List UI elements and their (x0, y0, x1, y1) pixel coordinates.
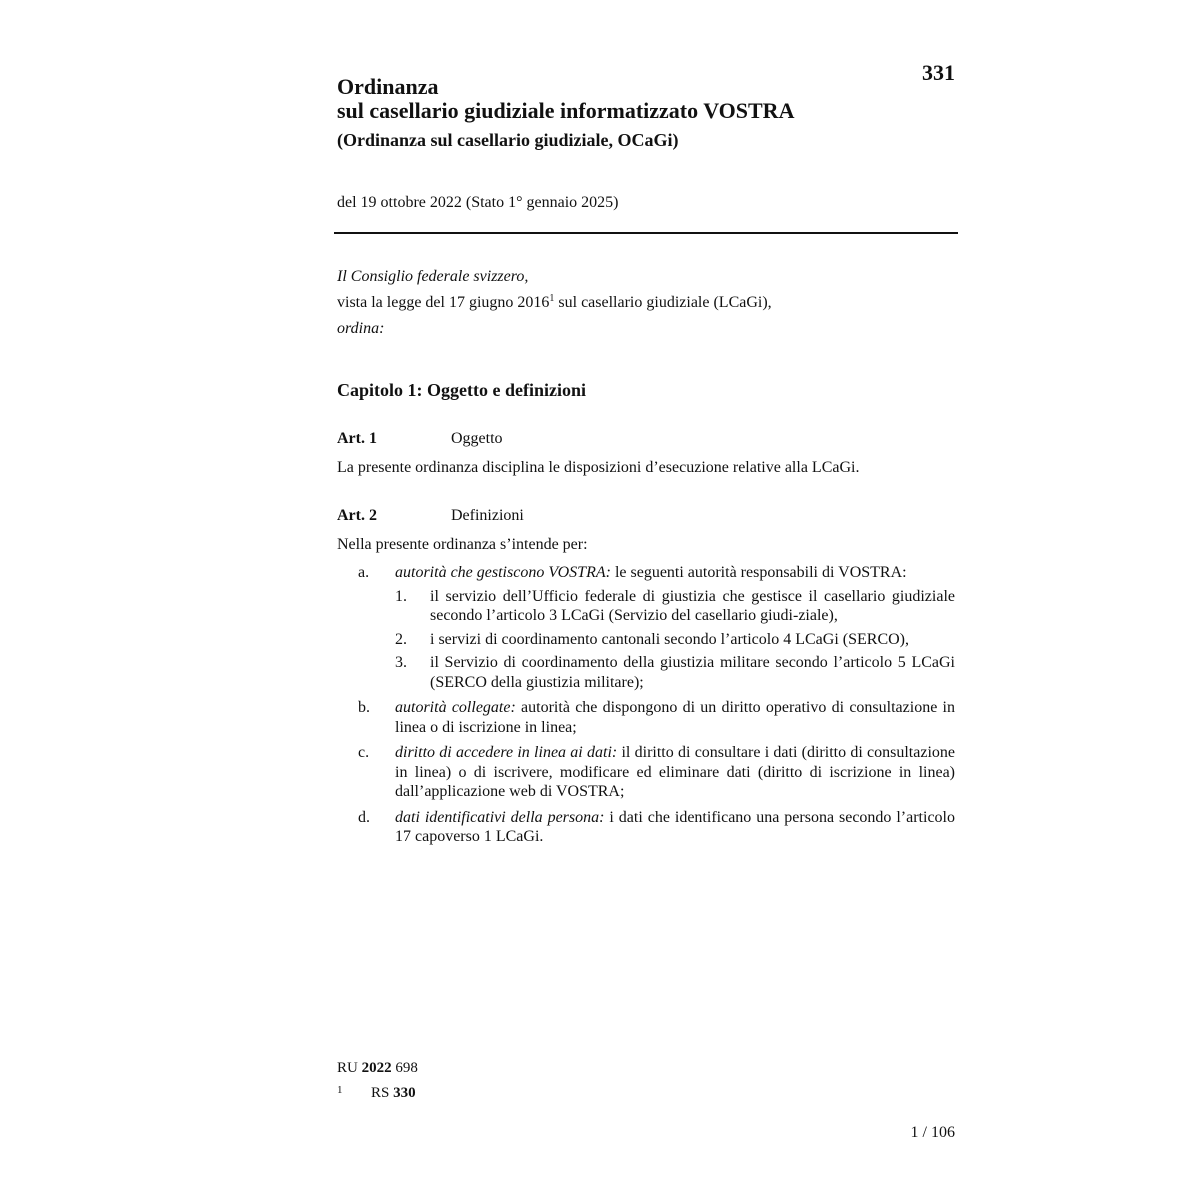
preamble-authority: Il Consiglio federale svizzero, (337, 268, 529, 285)
document-subtitle: (Ordinanza sul casellario giudiziale, OCaGi) (337, 130, 679, 150)
legal-basis-text: vista la legge del 17 giugno 2016 (337, 294, 550, 311)
sublist-item (395, 653, 955, 692)
date-line: del 19 ottobre 2022 (Stato 1° gennaio 2025) (337, 194, 619, 211)
subitem-text: i servizi di coordinamento cantonali secondo l’articolo 4 LCaGi (SERCO), (430, 630, 909, 648)
definition-item (337, 743, 955, 802)
definition-text: i dati che identificano una persona secondo l’articolo 17 capoverso 1 LCaGi. (395, 808, 955, 845)
article-2-heading (337, 506, 957, 526)
subitem-marker: 3. (395, 654, 407, 671)
footnote-ref-1[interactable]: 1 (549, 293, 555, 304)
preamble-decree: ordina: (337, 320, 385, 337)
title-line-1: Ordinanza (337, 74, 439, 99)
chapter-heading: Capitolo 1: Oggetto e definizioni (337, 380, 586, 400)
ru-prefix: RU (337, 1060, 362, 1076)
ru-page: 698 (391, 1060, 418, 1076)
definition-text: il diritto di consultare i dati (diritto di consultazione in linea) o di iscrivere, modificare ed eliminare dati (diritto di iscrizione in linea) dall’applicazione web di VOSTRA; (395, 744, 956, 800)
subitem-marker: 2. (395, 630, 407, 648)
item-marker: d. (358, 808, 370, 826)
article-2-title: Definizioni (451, 507, 524, 524)
page-number: 1 / 106 (910, 1124, 955, 1141)
article-2-intro: Nella presente ordinanza s’intende per: (337, 536, 588, 553)
definitions-list (337, 563, 955, 853)
definition-term: dati identificativi della persona: (395, 808, 605, 826)
definition-term: autorità collegate: (395, 699, 516, 716)
item-marker: a. (358, 564, 370, 581)
header-rule (334, 232, 958, 234)
subitem-text: il servizio dell’Ufficio federale di giustizia che gestisce il casellario giudiziale secondo l’articolo 3 LCaGi (Servizio del casellario giudi-ziale), (430, 587, 955, 624)
definition-item (337, 808, 955, 847)
item-marker: c. (358, 744, 370, 761)
preamble-legal-basis (337, 290, 957, 316)
ru-reference (337, 1058, 418, 1078)
title-line-2: sul casellario giudiziale informatizzato VOSTRA (337, 98, 795, 123)
article-1-heading (337, 429, 957, 449)
article-1-title: Oggetto (451, 430, 503, 447)
definition-text: autorità che dispongono di un diritto operativo di consultazione in linea o di iscrizione in linea; (395, 699, 956, 736)
article-1-text: La presente ordinanza disciplina le disposizioni d’esecuzione relative alla LCaGi. (337, 459, 860, 476)
sublist-item (395, 587, 955, 626)
subitem-marker: 1. (395, 587, 407, 605)
footnote-marker: 1 (337, 1084, 343, 1096)
footnote-1 (337, 1080, 416, 1103)
preamble (337, 264, 957, 342)
definition-term: autorità che gestiscono VOSTRA: (395, 564, 611, 581)
footnote-number: 330 (393, 1085, 416, 1101)
article-1-number: Art. 1 (337, 430, 377, 447)
definition-sublist (395, 587, 955, 693)
article-2-number: Art. 2 (337, 507, 377, 524)
item-marker: b. (358, 699, 370, 716)
definition-item (337, 698, 955, 737)
sublist-item (395, 630, 955, 650)
title-block (337, 75, 897, 152)
ru-year: 2022 (361, 1060, 392, 1076)
definition-term: diritto di accedere in linea ai dati: (395, 744, 618, 761)
definition-text: le seguenti autorità responsabili di VOSTRA: (610, 564, 907, 581)
subitem-text: il Servizio di coordinamento della giustizia militare secondo l’articolo 5 LCaGi (SERCO della giustizia militare); (430, 654, 955, 691)
legal-basis-text-end: sul casellario giudiziale (LCaGi), (554, 294, 772, 311)
sr-number: 331 (922, 60, 955, 85)
footnote-prefix: RS (371, 1085, 394, 1101)
definition-item (337, 563, 955, 692)
